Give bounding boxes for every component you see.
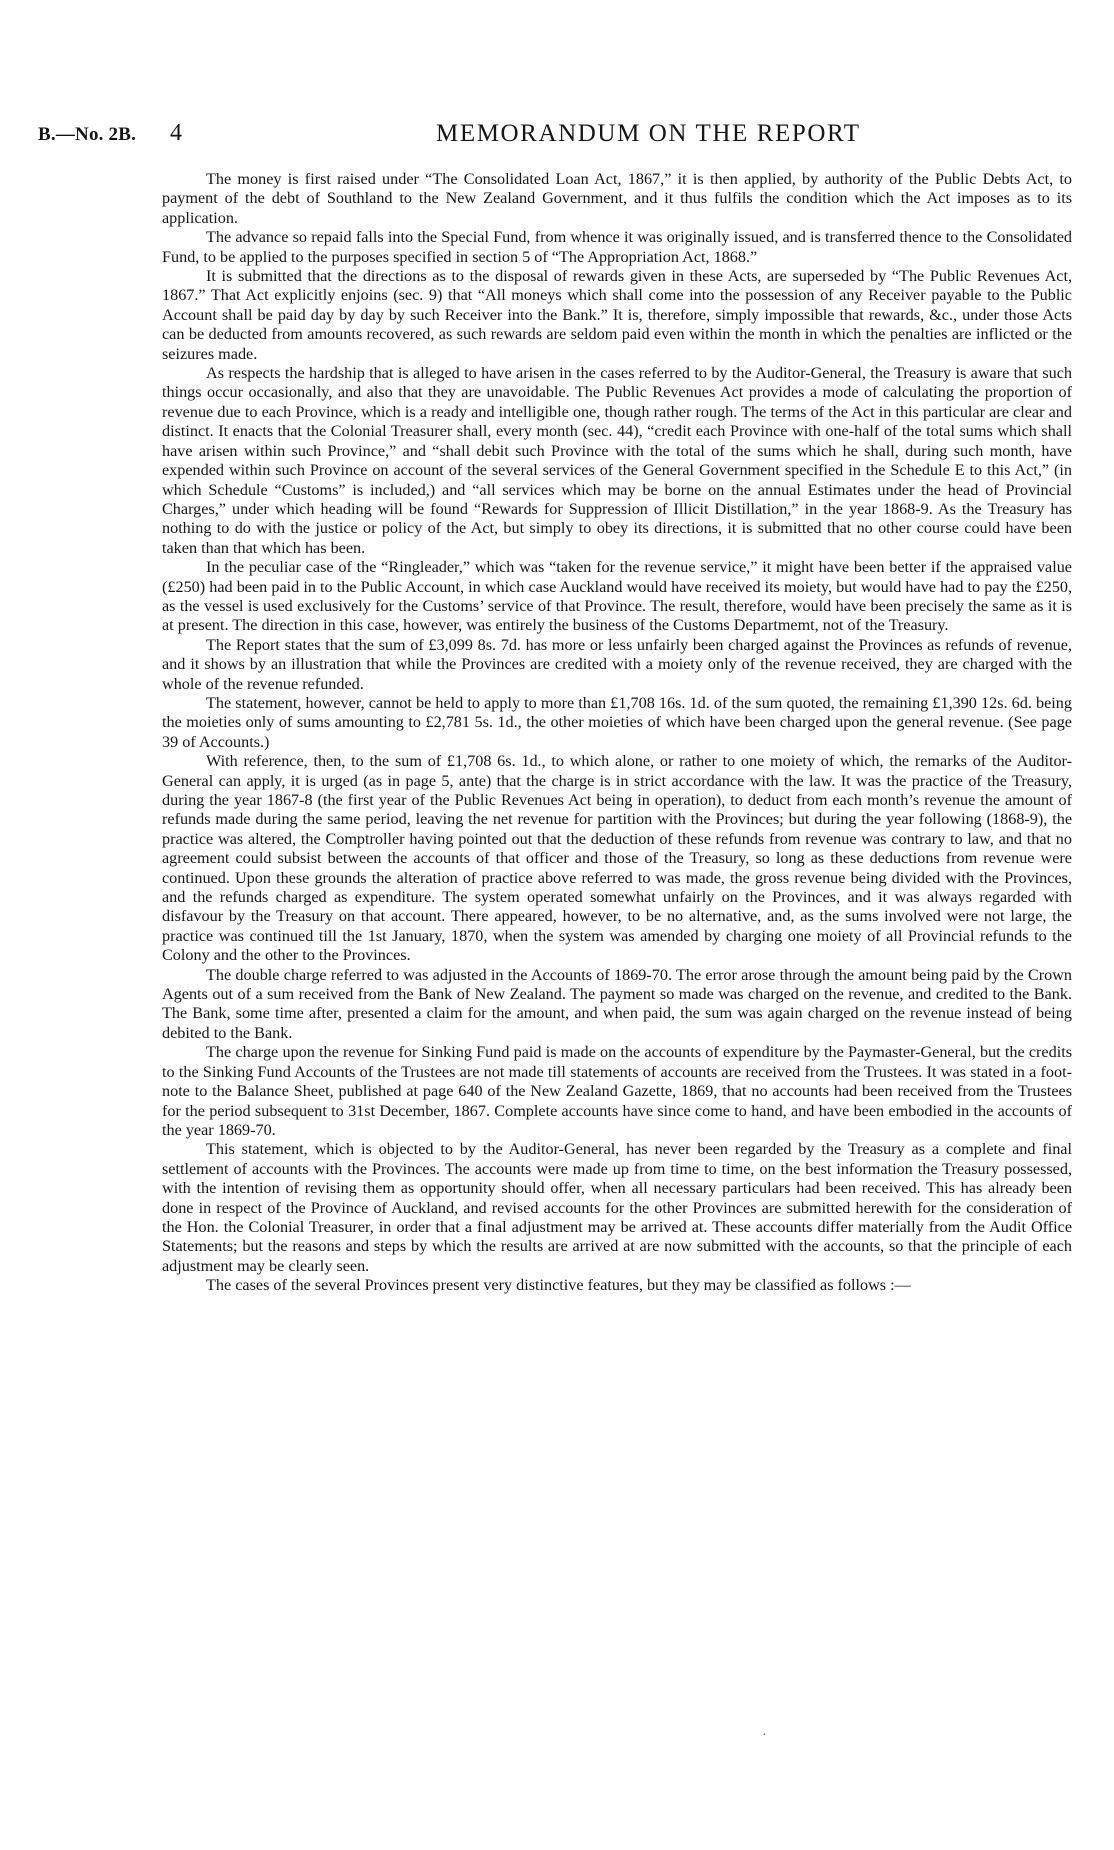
paragraph: The Report states that the sum of £3,099 8s. 7d. has more or less unfairly been charged against the Provinces as refunds of revenue, and it shows by an illustration that while the Provinces are credited with a moiety only of the revenue received, they are charged with the whole of the revenue refunded. bbox=[162, 635, 1072, 693]
page-header bbox=[38, 120, 1072, 150]
paragraph: With reference, then, to the sum of £1,708 6s. 1d., to which alone, or rather to one moiety of which, the remarks of the Auditor-General can apply, it is urged (as in page 5, ante) that the charge is in strict accordance with the law. It was the practice of the Treasury, during the year 1867-8 (the first year of the Public Revenues Act being in operation), to deduct from each month’s revenue the amount of refunds made during the same period, leaving the net revenue for partition with the Provinces; but during the year following (1868-9), the practice was altered, the Comptroller having pointed out that the deduction of these refunds from revenue was contrary to law, and that no agreement could subsist between the accounts of that officer and those of the Treasury, so long as these deductions from revenue were continued. Upon these grounds the alteration of practice above referred to was made, the gross revenue being divided with the Provinces, and the refunds charged as expenditure. The system operated somewhat unfairly on the Provinces, and it was always regarded with disfavour by the Treasury on that account. There appeared, however, to be no alternative, and, as the sums involved were not large, the practice was continued till the 1st January, 1870, when the system was amended by charging one moiety of all Provincial refunds to the Colony and the other to the Provinces. bbox=[162, 752, 1072, 965]
document-reference: B.—No. 2B. bbox=[38, 124, 137, 145]
paragraph: In the peculiar case of the “Ringleader,” which was “taken for the revenue service,” it might have been better if the appraised value (£250) had been paid in to the Public Account, in which case Auckland would have received its moiety, but would have had to pay the £250, as the vessel is used exclusively for the Customs’ service of that Province. The result, therefore, would have been precisely the same as it is at present. The direction in this case, however, was entirely the business of the Customs Departmemt, not of the Treasury. bbox=[162, 558, 1072, 635]
paragraph: The statement, however, cannot be held to apply to more than £1,708 16s. 1d. of the sum quoted, the remaining £1,390 12s. 6d. being the moieties only of sums amounting to £2,781 5s. 1d., the other moieties of which have been charged upon the general revenue. (See page 39 of Accounts.) bbox=[162, 693, 1072, 751]
page-number: 4 bbox=[170, 120, 182, 146]
page-title: MEMORANDUM ON THE REPORT bbox=[436, 120, 861, 147]
paragraph: The double charge referred to was adjusted in the Accounts of 1869-70. The error arose through the amount being paid by the Crown Agents out of a sum received from the Bank of New Zealand. The payment so made was charged on the revenue, and credited to the Bank. The Bank, some time after, presented a claim for the amount, and when paid, the sum was again charged on the revenue instead of being debited to the Bank. bbox=[162, 965, 1072, 1042]
paragraph: The cases of the several Provinces present very distinctive features, but they may be classified as follows :— bbox=[206, 1276, 911, 1295]
paragraph: The charge upon the revenue for Sinking Fund paid is made on the accounts of expenditure by the Paymaster-General, but the credits to the Sinking Fund Accounts of the Trustees are not made till statements of accounts are received from the Trustees. It was stated in a foot-note to the Balance Sheet, published at page 640 of the New Zealand Gazette, 1869, that no accounts had been received from the Trustees for the period subsequent to 31st December, 1867. Complete accounts have since come to hand, and have been embodied in the accounts of the year 1869-70. bbox=[162, 1043, 1072, 1139]
paragraph: The money is first raised under “The Consolidated Loan Act, 1867,” it is then applied, by authority of the Public Debts Act, to payment of the debt of Southland to the New Zealand Government, and it thus fulfils the condition which the Act imposes as to its application. bbox=[162, 170, 1072, 227]
paragraph: As respects the hardship that is alleged to have arisen in the cases referred to by the Auditor-General, the Treasury is aware that such things occur occasionally, and also that they are unavoidable. The Public Revenues Act provides a mode of calculating the proportion of revenue due to each Province, which is a ready and intelligible one, though rather rough. The terms of the Act in this particular are clear and distinct. It enacts that the Colonial Treasurer shall, every month (sec. 44), “credit each Province with one-half of the total sums which shall have arisen within such Province,” and “shall debit such Province with the total of the sums which he shall, during such month, have expended within such Province on account of the several services of the General Government specified in the Schedule E to this Act,” (in which Schedule “Customs” is included,) and “all services which may be borne on the annual Estimates under the head of Provincial Charges,” under which heading will be found “Rewards for Suppression of Illicit Distillation,” in the year 1868-9. As the Treasury has nothing to do with the justice or policy of the Act, but simply to obey its directions, it is submitted that no other course could have been taken than that which has been. bbox=[162, 364, 1072, 557]
print-mark: · bbox=[762, 1728, 767, 1743]
paragraph: It is submitted that the directions as to the disposal of rewards given in these Acts, are superseded by “The Public Revenues Act, 1867.” That Act explicitly enjoins (sec. 9) that “All moneys which shall come into the possession of any Receiver payable to the Public Account shall be paid day by day by such Receiver into the Bank.” It is, therefore, simply impossible that rewards, &c., under those Acts can be deducted from amounts recovered, as such rewards are seldom paid even within the month in which the penalties are inflicted or the seizures made. bbox=[162, 267, 1072, 363]
paragraph: The advance so repaid falls into the Special Fund, from whence it was originally issued, and is transferred thence to the Consolidated Fund, to be applied to the purposes specified in section 5 of “The Appropriation Act, 1868.” bbox=[162, 228, 1072, 266]
paragraph: This statement, which is objected to by the Auditor-General, has never been regarded by the Treasury as a complete and final settlement of accounts with the Provinces. The accounts were made up from time to time, on the best information the Treasury possessed, with the intention of revising them as opportunity should offer, when all necessary particulars had been received. This has already been done in respect of the Province of Auckland, and revised accounts for the other Provinces are submitted herewith for the consideration of the Hon. the Colonial Treasurer, in order that a final adjustment may be arrived at. These accounts differ materially from the Audit Office Statements; but the reasons and steps by which the results are arrived at are now submitted with the accounts, so that the principle of each adjustment may be clearly seen. bbox=[162, 1140, 1072, 1275]
body-text bbox=[162, 170, 1072, 1296]
